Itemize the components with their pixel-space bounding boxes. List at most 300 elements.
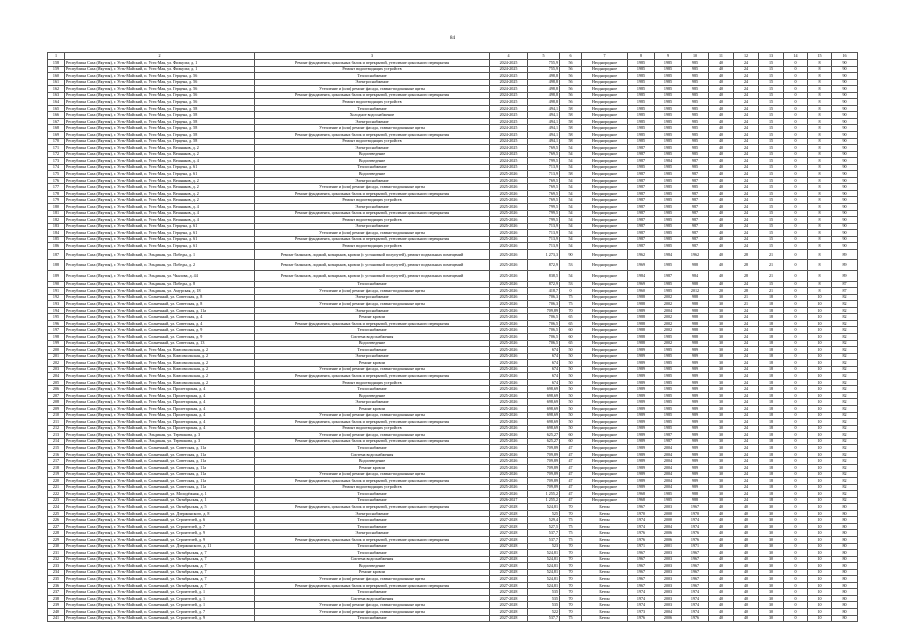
table-cell: 0	[784, 543, 808, 550]
table-cell: 1967	[628, 569, 655, 576]
table-cell: 1967	[628, 550, 655, 557]
table-cell: 15	[759, 99, 784, 106]
table-cell: 40	[709, 158, 734, 165]
table-cell: Ремонт фундамента, цокольных балок и перекрытий, утепление цокольного перекрытия	[255, 132, 490, 139]
table-cell: 54	[560, 230, 582, 237]
table-cell: 54	[560, 197, 582, 204]
table-cell: 989	[682, 386, 709, 393]
table-cell: 1984	[655, 249, 682, 260]
table-cell: 163	[48, 92, 65, 99]
table-cell: 190	[48, 281, 65, 288]
table-cell: 241	[48, 615, 65, 622]
table-cell: 75	[560, 615, 582, 622]
table-cell: 989	[682, 419, 709, 426]
table-cell: 18	[759, 347, 784, 354]
table-cell: 8	[808, 125, 832, 132]
table-cell: 989	[682, 366, 709, 373]
table-cell: 8	[808, 243, 832, 250]
table-cell: 1967	[628, 582, 655, 589]
table-cell: 18	[759, 386, 784, 393]
table-cell: 90	[832, 204, 858, 211]
table-cell: 205	[48, 379, 65, 386]
table-cell: 0	[784, 105, 808, 112]
table-cell: 1969	[628, 260, 655, 271]
table-cell: 238	[48, 595, 65, 602]
table-cell: 230	[48, 543, 65, 550]
table-cell: 1987	[628, 177, 655, 184]
table-cell: 2025-2026	[490, 260, 528, 271]
table-cell: 18	[759, 451, 784, 458]
table-cell: Водоотведение	[255, 392, 490, 399]
table-cell: Утепление и (или) ремонт фасада, ставни-подоконные щиты	[255, 602, 490, 609]
table-cell: 2003	[655, 563, 682, 570]
table-cell: Теплоснабжение	[255, 281, 490, 288]
table-cell: Электроснабжение	[255, 145, 490, 152]
table-cell: 0	[784, 347, 808, 354]
table-cell: 24	[734, 307, 759, 314]
table-cell: 15	[759, 177, 784, 184]
table-row	[48, 615, 858, 622]
table-cell: 1989	[628, 458, 655, 465]
table-cell: 2002	[655, 301, 682, 308]
table-cell: 0	[784, 366, 808, 373]
table-cell: 2025-2026	[490, 271, 528, 282]
table-cell: 989	[682, 478, 709, 485]
table-cell: 2025-2026	[490, 412, 528, 419]
table-cell: Бетон	[582, 595, 628, 602]
table-cell: 1 255,2	[528, 491, 560, 498]
table-cell: 0	[784, 491, 808, 498]
table-cell: 40	[709, 125, 734, 132]
table-cell: 40	[709, 92, 734, 99]
table-cell: 80	[832, 530, 858, 537]
table-cell: 524,81	[528, 550, 560, 557]
table-cell: 40	[709, 145, 734, 152]
table-cell: Неоднородное	[582, 425, 628, 432]
table-cell: Неоднородное	[582, 281, 628, 288]
table-cell: 40	[709, 589, 734, 596]
table-cell: 30	[709, 425, 734, 432]
table-cell: Ремонт фундамента, цокольных балок и перекрытий, утепление цокольного перекрытия	[255, 60, 490, 67]
table-cell: 70	[560, 602, 582, 609]
table-cell: 494,1	[528, 138, 560, 145]
table-cell: 40	[709, 171, 734, 178]
table-cell: 1985	[655, 177, 682, 184]
table-cell: 1962	[628, 249, 655, 260]
table-cell: Неоднородное	[582, 210, 628, 217]
table-cell: 24	[734, 243, 759, 250]
table-cell: 235	[48, 576, 65, 583]
table-cell: 90	[832, 151, 858, 158]
table-cell: 40	[734, 563, 759, 570]
table-cell: 989	[682, 451, 709, 458]
table-cell: 1962	[682, 249, 709, 260]
table-cell: Электроснабжение	[255, 399, 490, 406]
table-cell: Республика Саха (Якутия), г. Усть-Майский, п. Солнечный, ул. Советская, д. 11а	[65, 445, 255, 452]
table-cell: 90	[832, 79, 858, 86]
table-cell: 15	[759, 171, 784, 178]
table-cell: 18	[759, 379, 784, 386]
table-cell: Теплоснабжение	[255, 105, 490, 112]
table-cell: 189	[48, 271, 65, 282]
table-cell: 2004	[655, 478, 682, 485]
table-cell: 2003	[655, 602, 682, 609]
table-cell: Неоднородное	[582, 353, 628, 360]
table-cell: 989	[682, 360, 709, 367]
table-cell: 987	[682, 230, 709, 237]
table-cell: 54	[560, 223, 582, 230]
table-cell: 1989	[628, 399, 655, 406]
table-cell: Электроснабжение	[255, 530, 490, 537]
table-cell: 160	[48, 73, 65, 80]
table-cell: 90	[832, 164, 858, 171]
table-cell: 985	[682, 125, 709, 132]
table-cell: 1989	[628, 379, 655, 386]
table-cell: 2001	[655, 543, 682, 550]
table-cell: 10	[808, 510, 832, 517]
table-cell: 70	[560, 563, 582, 570]
table-cell: 89	[832, 271, 858, 282]
table-cell: 2002	[655, 294, 682, 301]
table-cell: 8	[808, 99, 832, 106]
table-cell: 1985	[628, 92, 655, 99]
table-cell: 698,69	[528, 412, 560, 419]
table-cell: Республика Саха (Якутия), г. Усть-Майский, п. Усть-Мая, ул. Герцена, д. 56	[65, 79, 255, 86]
table-cell: 985	[682, 164, 709, 171]
table-cell: 40	[734, 536, 759, 543]
table-cell: Республика Саха (Якутия), г. Усть-Майский, п. Усть-Мая, ул. Герцена, д. 61	[65, 243, 255, 250]
table-cell: 769,5	[528, 190, 560, 197]
table-cell: 1989	[628, 451, 655, 458]
table-cell: 1967	[682, 563, 709, 570]
table-cell: Республика Саха (Якутия), г. Усть-Майский, п. Усть-Мая, ул. Герцена, д. 56	[65, 86, 255, 93]
table-cell: 40	[709, 260, 734, 271]
table-cell: 2024-2025	[490, 99, 528, 106]
table-cell: 47	[560, 471, 582, 478]
table-cell: Теплоснабжение	[255, 543, 490, 550]
table-cell: 178	[48, 190, 65, 197]
table-cell: 1988	[628, 294, 655, 301]
table-cell: 24	[734, 151, 759, 158]
table-cell: Ремонт водоотводящих устройств	[255, 243, 490, 250]
table-cell: 0	[784, 615, 808, 622]
table-cell: Республика Саха (Якутия), г. Усть-Майский, п. Солнечный, ул. Советская, д. 11а	[65, 458, 255, 465]
table-cell: 28	[734, 260, 759, 271]
table-cell: 90	[832, 236, 858, 243]
table-cell: 82	[832, 392, 858, 399]
table-cell: 2025-2026	[490, 217, 528, 224]
table-cell: 0	[784, 236, 808, 243]
table-cell: 60	[560, 334, 582, 341]
table-cell: 30	[709, 307, 734, 314]
table-cell: 40	[734, 504, 759, 511]
table-cell: 1969	[628, 281, 655, 288]
table-cell: 40	[709, 236, 734, 243]
table-cell: 0	[784, 373, 808, 380]
table-cell: 70	[560, 595, 582, 602]
table-cell: Республика Саха (Якутия), г. Усть-Майский, п. Солнечный, ул. Октябрьская, д. 7	[65, 569, 255, 576]
table-cell: 40	[709, 569, 734, 576]
table-cell: 70	[560, 569, 582, 576]
table-cell: 24	[734, 386, 759, 393]
table-cell: 1985	[655, 419, 682, 426]
table-cell: 2024-2025	[490, 118, 528, 125]
table-cell: 1988	[628, 320, 655, 327]
table-cell: 8	[808, 92, 832, 99]
table-cell: Неоднородное	[582, 327, 628, 334]
table-cell: 82	[832, 458, 858, 465]
table-cell: 80	[832, 543, 858, 550]
table-cell: 2025-2026	[490, 478, 528, 485]
table-cell: 90	[832, 99, 858, 106]
table-cell: 1985	[655, 353, 682, 360]
table-cell: Бетон	[582, 510, 628, 517]
table-cell: Республика Саха (Якутия), г. Усть-Майский, п. Солнечный, ул. Дзержинского, д. 8	[65, 510, 255, 517]
table-cell: 15	[759, 210, 784, 217]
table-cell: 1987	[628, 190, 655, 197]
table-cell: Утепление и (или) ремонт фасада, ставни-подоконные щиты	[255, 230, 490, 237]
table-cell: 239	[48, 602, 65, 609]
table-cell: Теплоснабжение	[255, 347, 490, 354]
table-cell: 192	[48, 294, 65, 301]
table-cell: 40	[709, 223, 734, 230]
table-cell: 90	[832, 197, 858, 204]
table-cell: Республика Саха (Якутия), г. Усть-Майский, п. Усть-Мая, ул. Вешняков, д. 2	[65, 151, 255, 158]
table-cell: 698,69	[528, 399, 560, 406]
table-cell: 30	[759, 543, 784, 550]
table-cell: 1985	[655, 138, 682, 145]
table-cell: Неоднородное	[582, 86, 628, 93]
table-cell: 15	[759, 105, 784, 112]
table-cell: 231	[48, 550, 65, 557]
table-cell: 40	[709, 99, 734, 106]
table-cell: 40	[734, 543, 759, 550]
column-header: 16	[832, 53, 858, 60]
table-cell: Ремонт фундамента, цокольных балок и перекрытий, утепление цокольного перекрытия	[255, 504, 490, 511]
table-cell: 167	[48, 118, 65, 125]
table-cell: Неоднородное	[582, 294, 628, 301]
table-cell: 709,89	[528, 484, 560, 491]
table-cell: 2025-2026	[490, 243, 528, 250]
table-cell: Система водоснабжения	[255, 334, 490, 341]
table-cell: 40	[709, 523, 734, 530]
table-cell: 1988	[628, 334, 655, 341]
table-cell: 0	[784, 379, 808, 386]
table-cell: Утепление и (или) ремонт фасада, ставни-подоконные щиты	[255, 576, 490, 583]
table-cell: Республика Саха (Якутия), г. Усть-Майский, п. Усть-Мая, ул. Герцена, д. 61	[65, 236, 255, 243]
table-cell: 30	[759, 589, 784, 596]
table-cell: 15	[759, 217, 784, 224]
table-cell: 674	[528, 379, 560, 386]
table-cell: 2025-2026	[490, 210, 528, 217]
table-cell: 18	[759, 464, 784, 471]
table-cell: Неоднородное	[582, 249, 628, 260]
table-cell: Неоднородное	[582, 484, 628, 491]
table-cell: 989	[682, 379, 709, 386]
table-cell: 30	[759, 550, 784, 557]
table-cell: 985	[682, 86, 709, 93]
table-cell: Электроснабжение	[255, 353, 490, 360]
table-cell: 0	[784, 425, 808, 432]
table-cell: 58	[560, 105, 582, 112]
table-cell: 58	[560, 171, 582, 178]
table-cell: 18	[759, 334, 784, 341]
table-cell: 40	[734, 582, 759, 589]
table-cell: 30	[709, 373, 734, 380]
table-cell: 985	[682, 151, 709, 158]
table-cell: 24	[734, 66, 759, 73]
table-cell: 2025-2026	[490, 301, 528, 308]
table-cell: Бетон	[582, 582, 628, 589]
table-cell: Республика Саха (Якутия), г. Усть-Майский, п. Солнечный, ул. Октябрьская, д. 5	[65, 504, 255, 511]
table-cell: Бетон	[582, 523, 628, 530]
table-cell: Республика Саха (Якутия), г. Усть-Майский, п. Солнечный, ул. Советская, д. 11а	[65, 471, 255, 478]
table-cell: 2003	[655, 550, 682, 557]
table-cell: 1989	[628, 353, 655, 360]
table-cell: 18	[759, 399, 784, 406]
table-cell: 494,1	[528, 118, 560, 125]
table-cell: 2027-2028	[490, 589, 528, 596]
table-cell: 8	[808, 86, 832, 93]
table-cell: 2025-2026	[490, 327, 528, 334]
table-cell: 18	[759, 497, 784, 504]
table-cell: 24	[734, 471, 759, 478]
table-cell: 24	[734, 190, 759, 197]
table-cell: Ремонт фундамента, цокольных балок и перекрытий, утепление цокольного перекрытия	[255, 536, 490, 543]
table-cell: 24	[734, 497, 759, 504]
table-cell: 0	[784, 190, 808, 197]
table-cell: Неоднородное	[582, 445, 628, 452]
table-cell: 90	[832, 92, 858, 99]
table-cell: 90	[832, 132, 858, 139]
table-cell: 1989	[628, 445, 655, 452]
table-cell: 0	[784, 281, 808, 288]
table-cell: 24	[734, 484, 759, 491]
table-cell: 10	[808, 602, 832, 609]
table-cell: 28	[734, 249, 759, 260]
table-cell: 187	[48, 249, 65, 260]
table-cell: Республика Саха (Якутия), г. Усть-Майский, п. Усть-Мая, ул. Герцена, д. 58	[65, 125, 255, 132]
table-cell: 1976	[682, 615, 709, 622]
table-cell: 8	[808, 271, 832, 282]
column-header: 6	[560, 53, 582, 60]
table-cell: 1985	[628, 132, 655, 139]
table-cell: 2024-2025	[490, 125, 528, 132]
table-cell: 537,7	[528, 615, 560, 622]
table-cell: 2025-2026	[490, 471, 528, 478]
table-cell: 2025-2026	[490, 399, 528, 406]
table-cell: 0	[784, 419, 808, 426]
table-cell: 56	[560, 79, 582, 86]
table-cell: Республика Саха (Якутия), г. Усть-Майский, п. Солнечный, ул. Октябрьская, д. 7	[65, 563, 255, 570]
table-cell: 10	[808, 530, 832, 537]
table-cell: 80	[832, 563, 858, 570]
column-header: 8	[628, 53, 655, 60]
table-cell: Неоднородное	[582, 73, 628, 80]
table-cell: 219	[48, 471, 65, 478]
table-cell: 2004	[655, 608, 682, 615]
table-cell: Ремонт фундамента, цокольных балок и перекрытий, утепление цокольного перекрытия	[255, 419, 490, 426]
table-cell: Электроснабжение	[255, 204, 490, 211]
table-cell: Республика Саха (Якутия), г. Усть-Майский, п. Солнечный, ул. Строителей, д. 7	[65, 523, 255, 530]
table-cell: 87	[832, 281, 858, 288]
table-cell: Республика Саха (Якутия), г. Усть-Майский, п. Солнечный, ул. Октябрьская, д. 1	[65, 497, 255, 504]
table-cell: 2025-2026	[490, 294, 528, 301]
table-cell: 10	[808, 543, 832, 550]
table-cell: 10	[808, 307, 832, 314]
table-cell: 8	[808, 288, 832, 295]
table-cell: 2024-2025	[490, 164, 528, 171]
table-cell: 769,5	[528, 177, 560, 184]
table-cell: Теплоснабжение	[255, 497, 490, 504]
table-cell: 537,7	[528, 530, 560, 537]
table-cell: 82	[832, 314, 858, 321]
table-cell: 75	[560, 517, 582, 524]
table-cell: 53	[560, 281, 582, 288]
table-cell: 30	[759, 563, 784, 570]
table-cell: 713,9	[528, 230, 560, 237]
table-cell: 24	[734, 177, 759, 184]
table-cell: 65	[560, 314, 582, 321]
table-cell: Бетон	[582, 615, 628, 622]
table-cell: 47	[560, 445, 582, 452]
table-cell: 21	[759, 260, 784, 271]
table-cell: 18	[759, 471, 784, 478]
table-cell: 2027-2028	[490, 563, 528, 570]
table-cell: 180	[48, 204, 65, 211]
table-cell: 498,8	[528, 79, 560, 86]
table-cell: 0	[784, 399, 808, 406]
table-cell: Ремонт балконов, лоджий, козырьков, кровли (с установкой полупутей), ремонт подвальных помещений	[255, 271, 490, 282]
table-cell: 82	[832, 432, 858, 439]
table-cell: 709,89	[528, 471, 560, 478]
table-cell: Теплоснабжение	[255, 164, 490, 171]
column-header: 5	[528, 53, 560, 60]
table-cell: 0	[784, 576, 808, 583]
table-cell: 18	[759, 314, 784, 321]
table-cell: 168	[48, 125, 65, 132]
table-cell: 30	[709, 366, 734, 373]
table-cell: 10	[808, 432, 832, 439]
table-cell: 24	[734, 112, 759, 119]
table-cell: 54	[560, 210, 582, 217]
table-cell: 988	[682, 301, 709, 308]
table-cell: 8	[808, 260, 832, 271]
table-cell: 82	[832, 353, 858, 360]
table-cell: 0	[784, 307, 808, 314]
table-cell: 54	[560, 145, 582, 152]
table-cell: 987	[682, 243, 709, 250]
table-cell: 30	[709, 399, 734, 406]
table-cell: 164	[48, 99, 65, 106]
table-cell: 221	[48, 484, 65, 491]
table-cell: 988	[682, 281, 709, 288]
table-cell: Республика Саха (Якутия), г. Усть-Майский, п. Усть-Мая, ул. Герцена, д. 58	[65, 132, 255, 139]
table-cell: 30	[709, 353, 734, 360]
table-cell: 1974	[682, 595, 709, 602]
table-cell: 82	[832, 360, 858, 367]
table-cell: Ремонт фундамента, цокольных балок и перекрытий, утепление цокольного перекрытия	[255, 373, 490, 380]
table-cell: 75	[560, 536, 582, 543]
table-cell: 30	[759, 602, 784, 609]
table-cell: 30	[759, 504, 784, 511]
table-cell: 90	[832, 158, 858, 165]
table-row	[48, 271, 858, 282]
table-cell: 1985	[628, 99, 655, 106]
table-cell: Республика Саха (Якутия), г. Усть-Майский, п. Усть-Мая, ул. Пролетарская, д. 4	[65, 392, 255, 399]
table-cell: 40	[709, 138, 734, 145]
table-cell: 10	[808, 399, 832, 406]
